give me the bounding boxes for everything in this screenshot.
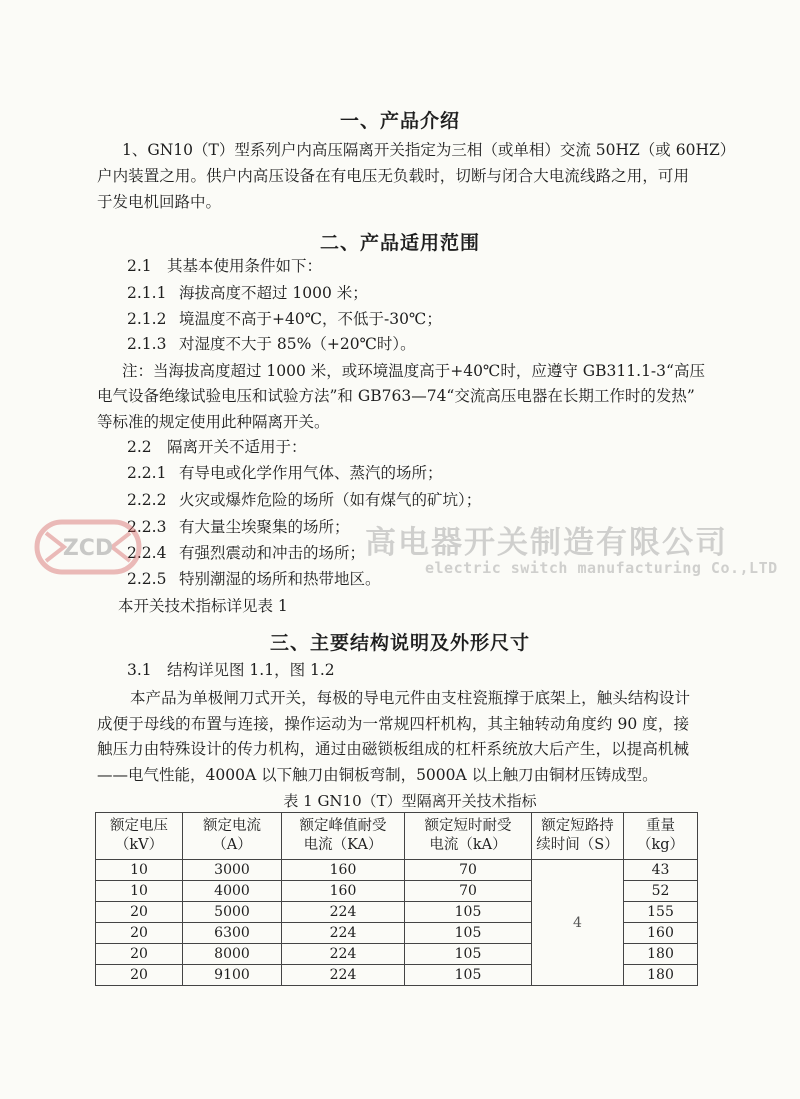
item-text: 海拔高度不超过 1000 米；: [179, 284, 368, 302]
item-text: 火灾或爆炸危险的场所（如有煤气的矿坑）；: [179, 491, 482, 509]
table-reference: 本开关技术指标详见表 1: [118, 597, 288, 615]
section-1-line-3: 于发电机回路中。: [97, 193, 222, 211]
section-1-line-2: 户内装置之用。供户内高压设备在有电压无负载时，切断与闭合大电流线路之用，可用: [97, 167, 689, 185]
cell-current: 4000: [183, 881, 282, 902]
watermark-company-en: electric switch manufacturing Co.,LTD: [425, 559, 778, 577]
cell-current: 5000: [183, 902, 282, 923]
cell-short: 70: [405, 860, 532, 881]
cell-current: 6300: [183, 923, 282, 944]
cell-voltage: 20: [96, 902, 183, 923]
item-number: 2.1.2: [127, 310, 167, 328]
cell-peak: 160: [282, 881, 405, 902]
item-2-2-2: [127, 490, 481, 510]
item-number: 2.2.5: [127, 570, 167, 588]
cell-short: 105: [405, 944, 532, 965]
logo-text: ZCD: [62, 536, 114, 561]
cell-short: 105: [405, 965, 532, 986]
section-3-title: 三、主要结构说明及外形尺寸: [269, 632, 530, 654]
section-3-body-line-3: 触压力由特殊设计的传力机构，通过由磁锁板组成的杠杆系统放大后产生，以提高机械: [97, 740, 689, 758]
cell-current: 3000: [183, 860, 282, 881]
cell-short: 105: [405, 902, 532, 923]
cell-short: 70: [405, 881, 532, 902]
section-3-body-line-2: 成便于母线的布置与连接，操作运动为一常规四杆机构，其主轴转动角度约 90 度，接: [97, 715, 689, 733]
cell-short: 105: [405, 923, 532, 944]
cell-voltage: 10: [96, 881, 183, 902]
item-2-2-1: [127, 463, 443, 483]
note-line-1: 注：当海拔高度超过 1000 米，或环境温度高于+40℃时，应遵守 GB311.1-3“高压: [122, 362, 705, 380]
header-current: 额定电流 （A）: [183, 813, 282, 860]
cell-duration: 4: [532, 860, 624, 986]
cell-current: 9100: [183, 965, 282, 986]
cell-weight: 52: [624, 881, 698, 902]
item-number: 2.2.3: [127, 518, 167, 536]
item-number: 2.2.2: [127, 491, 167, 509]
cell-voltage: 20: [96, 923, 183, 944]
section-3-body-line-1: 本产品为单极闸刀式开关，每极的导电元件由支柱瓷瓶撑于底架上，触头结构设计: [130, 689, 690, 707]
item-2-1-1: [127, 283, 368, 303]
watermark-company-cn: 高电器开关制造有限公司: [365, 525, 728, 561]
item-2-2: [127, 437, 307, 457]
item-text: 其基本使用条件如下：: [167, 257, 323, 275]
item-2-1: [127, 256, 322, 276]
item-number: 2.1: [127, 257, 152, 275]
item-text: 结构详见图 1.1，图 1.2: [167, 661, 335, 679]
cell-weight: 43: [624, 860, 698, 881]
item-number: 3.1: [127, 661, 152, 679]
item-number: 2.2: [127, 438, 152, 456]
cell-weight: 155: [624, 902, 698, 923]
cell-weight: 180: [624, 944, 698, 965]
item-text: 隔离开关不适用于：: [167, 438, 307, 456]
item-number: 2.2.4: [127, 544, 167, 562]
item-number: 2.1.3: [127, 335, 167, 353]
section-1-line-1: 1、GN10（T）型系列户内高压隔离开关指定为三相（或单相）交流 50HZ（或 60HZ）: [122, 141, 736, 159]
item-3-1: [127, 660, 335, 680]
cell-peak: 224: [282, 965, 405, 986]
item-text: 特别潮湿的场所和热带地区。: [179, 570, 381, 588]
item-text: 对湿度不大于 85%（+20℃时）。: [179, 335, 416, 353]
item-text: 境温度不高于+40℃，不低于-30℃；: [179, 310, 442, 328]
item-text: 有强烈震动和冲击的场所；: [179, 544, 366, 562]
cell-peak: 224: [282, 923, 405, 944]
cell-voltage: 20: [96, 965, 183, 986]
item-number: 2.1.1: [127, 284, 167, 302]
header-weight: 重量 （kg）: [624, 813, 698, 860]
cell-peak: 224: [282, 902, 405, 923]
cell-voltage: 20: [96, 944, 183, 965]
note-line-3: 等标准的规定使用此种隔离开关。: [97, 413, 330, 431]
item-2-2-3: [127, 517, 350, 537]
cell-peak: 224: [282, 944, 405, 965]
cell-current: 8000: [183, 944, 282, 965]
note-line-2: 电气设备绝缘试验电压和试验方法”和 GB763—74“交流高压电器在长期工作时的发热”: [97, 387, 695, 405]
item-number: 2.2.1: [127, 464, 167, 482]
item-2-1-2: [127, 309, 442, 329]
item-text: 有大量尘埃聚集的场所；: [179, 518, 350, 536]
cell-voltage: 10: [96, 860, 183, 881]
header-peak-current: 额定峰值耐受 电流（KA）: [282, 813, 405, 860]
table-row: [96, 860, 698, 881]
item-2-1-3: [127, 334, 416, 354]
section-1-title: 一、产品介绍: [339, 110, 460, 132]
item-2-2-5: [127, 569, 381, 589]
cell-peak: 160: [282, 860, 405, 881]
item-2-2-4: [127, 543, 365, 563]
section-2-title: 二、产品适用范围: [319, 232, 480, 254]
cell-weight: 160: [624, 923, 698, 944]
company-logo-icon: [34, 519, 142, 575]
table-caption: 表 1 GN10（T）型隔离开关技术指标: [283, 792, 537, 810]
item-text: 有导电或化学作用气体、蒸汽的场所；: [179, 464, 443, 482]
header-duration: 额定短路持 续时间（S）: [532, 813, 624, 860]
section-3-body-line-4: ——电气性能，4000A 以下触刀由铜板弯制，5000A 以上触刀由铜材压铸成型。: [97, 766, 658, 784]
header-short-time-current: 额定短时耐受 电流（kA）: [405, 813, 532, 860]
spec-table: [95, 812, 698, 986]
cell-weight: 180: [624, 965, 698, 986]
table-header-row: [96, 813, 698, 860]
header-voltage: 额定电压 （kV）: [96, 813, 183, 860]
